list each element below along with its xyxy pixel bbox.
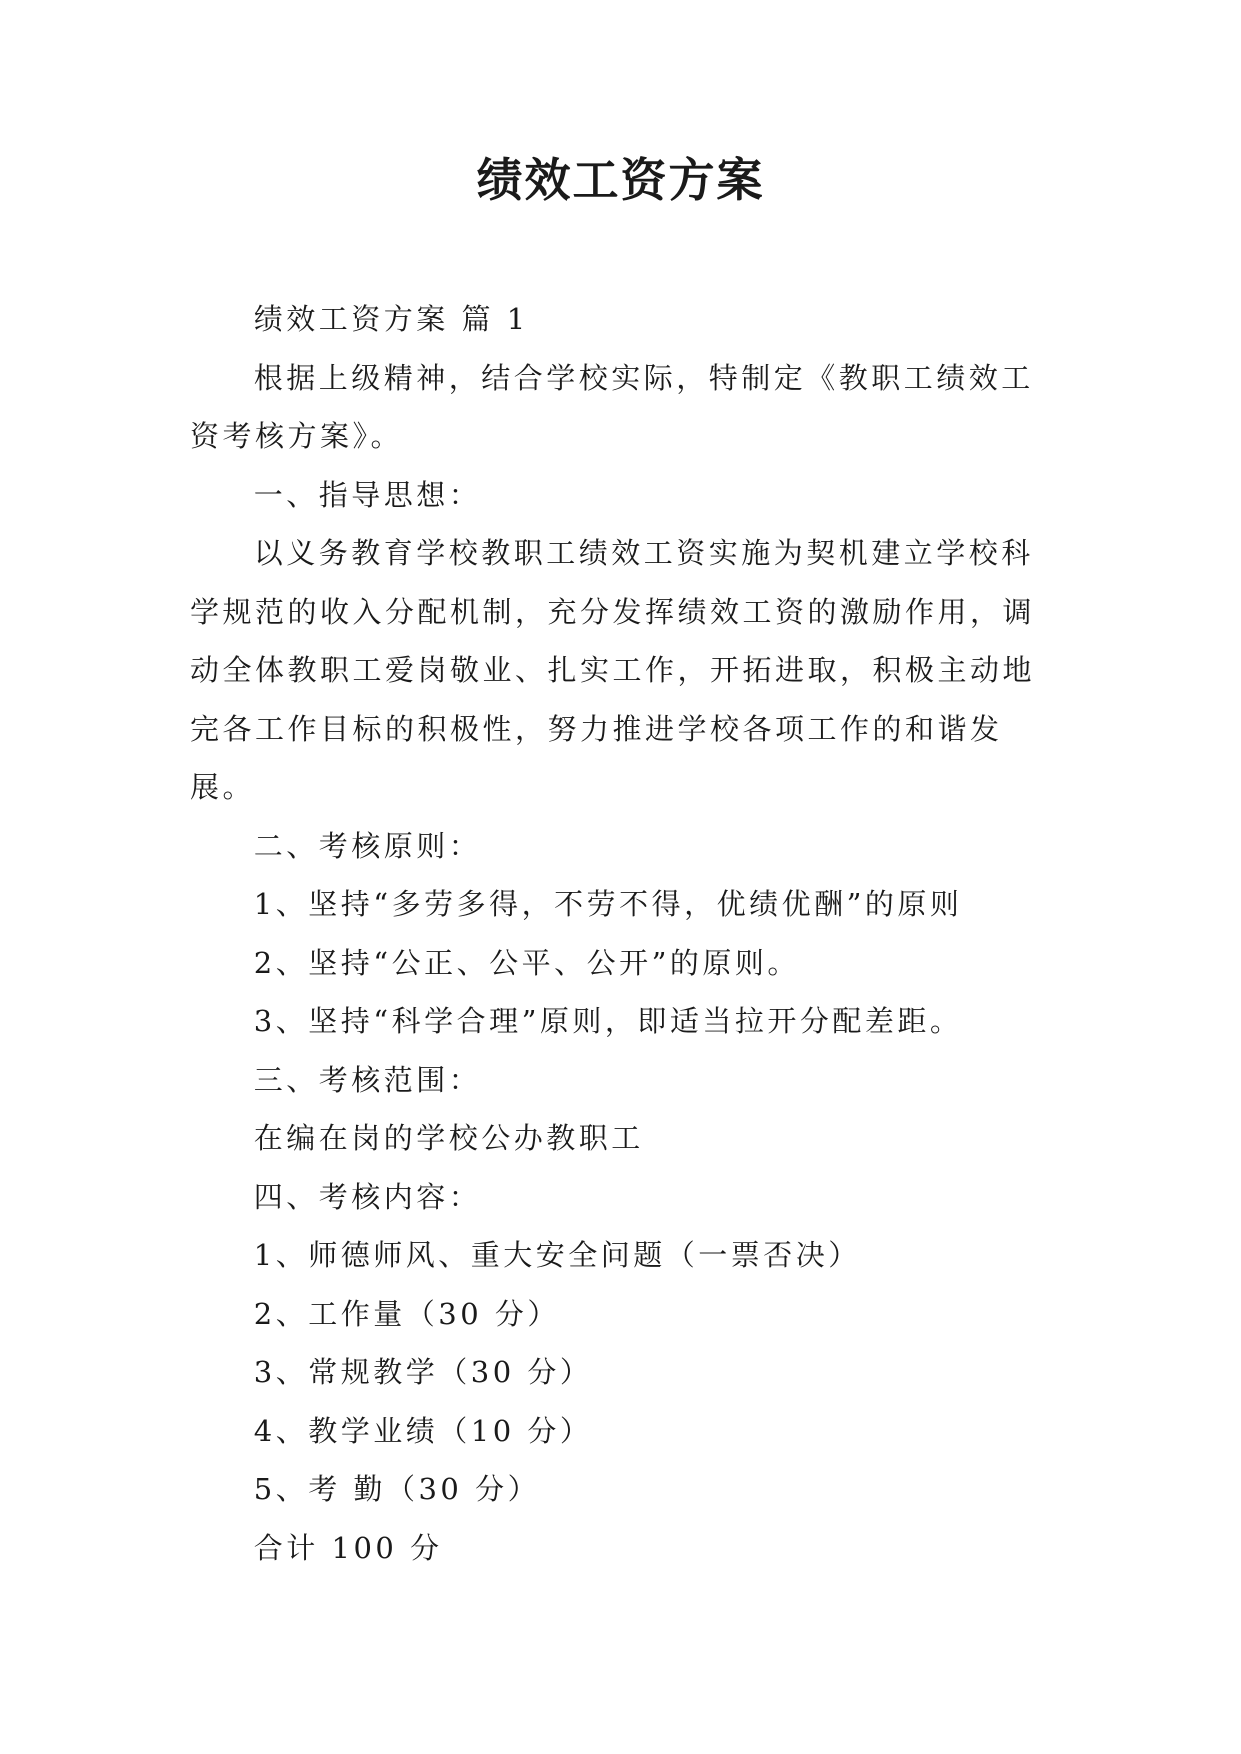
list-item: 4、教学业绩（10 分） [253,1413,593,1448]
section-heading: 绩效工资方案 篇 1 [253,302,529,336]
paragraph: 根据上级精神，结合学校实际，特制定《教职工绩效工资考核方案》。 [190,360,1034,453]
section-heading: 一、指导思想： [253,477,482,512]
list-item: 3、常规教学（30 分） [253,1355,593,1389]
total-line: 合计 100 分 [253,1530,443,1565]
list-item: 1、坚持“多劳多得，不劳不得，优绩优酬”的原则 [253,887,963,921]
list-item: 3、坚持“科学合理”原则，即适当拉开分配差距。 [253,1004,963,1038]
list-item: 2、工作量（30 分） [253,1296,560,1331]
section-heading: 三、考核范围： [253,1062,482,1097]
list-item: 1、师德师风、重大安全问题（一票否决） [253,1238,861,1272]
paragraph: 在编在岗的学校公办教职工 [253,1121,644,1155]
section-heading: 四、考核内容： [253,1179,482,1214]
document-title: 绩效工资方案 [476,153,765,207]
list-item: 2、坚持“公正、公平、公开”的原则。 [253,945,800,980]
section-heading: 二、考核原则： [253,828,482,863]
list-item: 5、考 勤（30 分） [253,1472,541,1506]
paragraph: 以义务教育学校教职工绩效工资实施为契机建立学校科学规范的收入分配机制，充分发挥绩效工资的激励作用，调动全体教职工爱岗敬业、扎实工作，开拓进取，积极主动地完各工作目标的积极性，努力推进学校各项工作的和谐发展。 [190,536,1036,804]
document-body [190,290,1050,1577]
